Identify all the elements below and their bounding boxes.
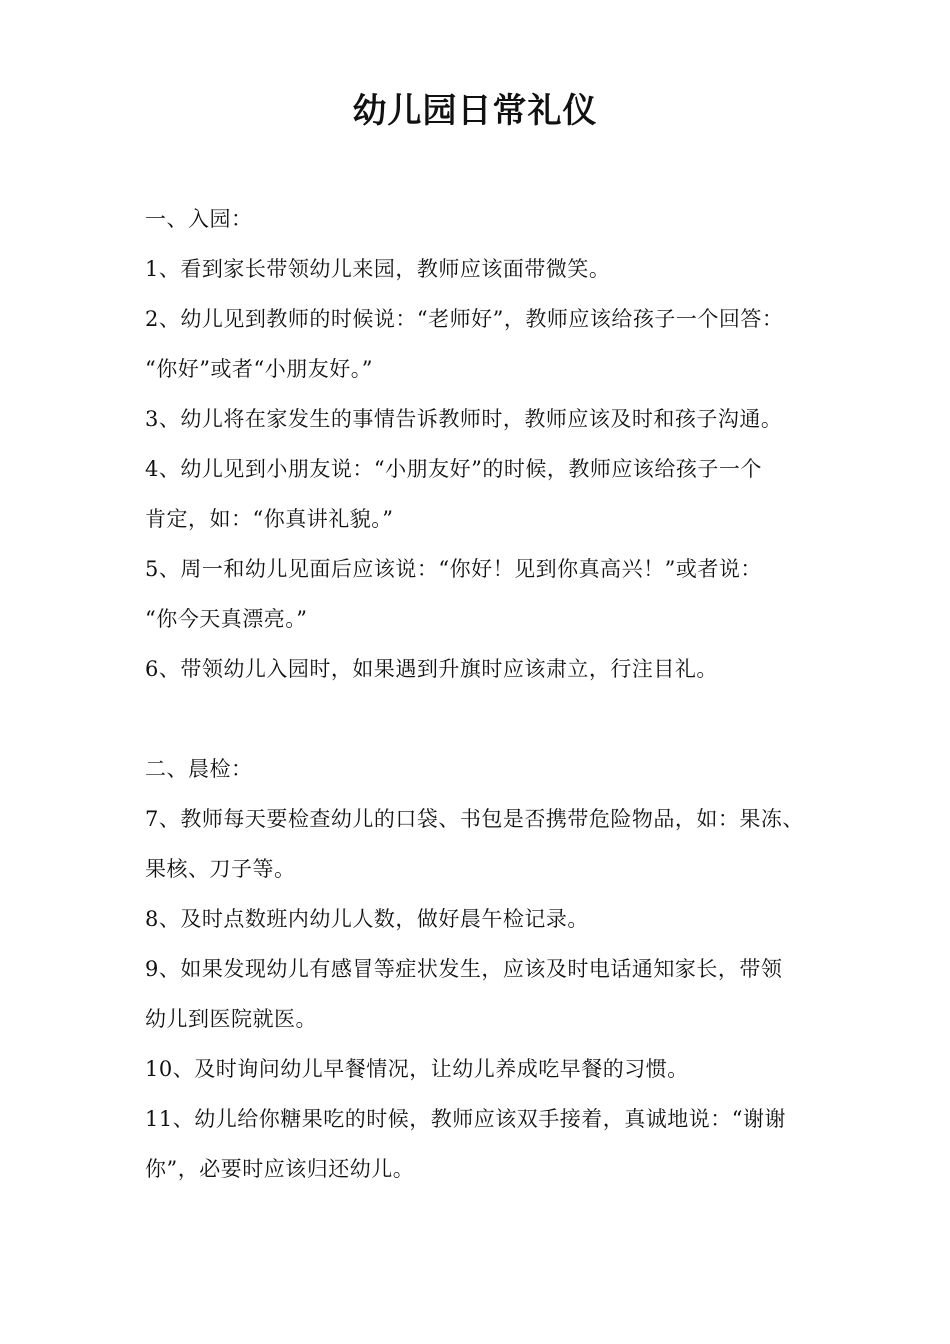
paragraph-line: 6、带领幼儿入园时，如果遇到升旗时应该肃立，行注目礼。 (145, 657, 718, 681)
paragraph-line: 肯定，如：“你真讲礼貌。” (145, 507, 394, 531)
paragraph-line: “你今天真漂亮。” (145, 607, 308, 631)
paragraph-line: 10、及时询问幼儿早餐情况，让幼儿养成吃早餐的习惯。 (145, 1057, 689, 1081)
paragraph-line: 7、教师每天要检查幼儿的口袋、书包是否携带危险物品，如：果冻、 (145, 807, 804, 831)
paragraph-line: 果核、刀子等。 (145, 857, 296, 881)
paragraph-line: 3、幼儿将在家发生的事情告诉教师时，教师应该及时和孩子沟通。 (145, 407, 783, 431)
paragraph-line: 4、幼儿见到小朋友说：“小朋友好”的时候，教师应该给孩子一个 (145, 457, 762, 481)
paragraph-line: 8、及时点数班内幼儿人数，做好晨午检记录。 (145, 907, 589, 931)
paragraph-line: 2、幼儿见到教师的时候说：“老师好”，教师应该给孩子一个回答： (145, 307, 784, 331)
paragraph-line: 5、周一和幼儿见面后应该说：“你好！见到你真高兴！”或者说： (145, 557, 762, 581)
section-heading-morning-check: 二、晨检： (145, 757, 253, 781)
paragraph-line: 9、如果发现幼儿有感冒等症状发生，应该及时电话通知家长，带领 (145, 957, 783, 981)
paragraph-line: 你”，必要时应该归还幼儿。 (145, 1157, 415, 1181)
paragraph-line: 11、幼儿给你糖果吃的时候，教师应该双手接着，真诚地说：“谢谢 (145, 1107, 786, 1131)
paragraph-line: 1、看到家长带领幼儿来园，教师应该面带微笑。 (145, 257, 611, 281)
paragraph-line: 幼儿到医院就医。 (145, 1007, 317, 1031)
paragraph-line: “你好”或者“小朋友好。” (145, 357, 373, 381)
document-title: 幼儿园日常礼仪 (352, 91, 598, 131)
section-heading-entry: 一、入园： (145, 207, 253, 231)
